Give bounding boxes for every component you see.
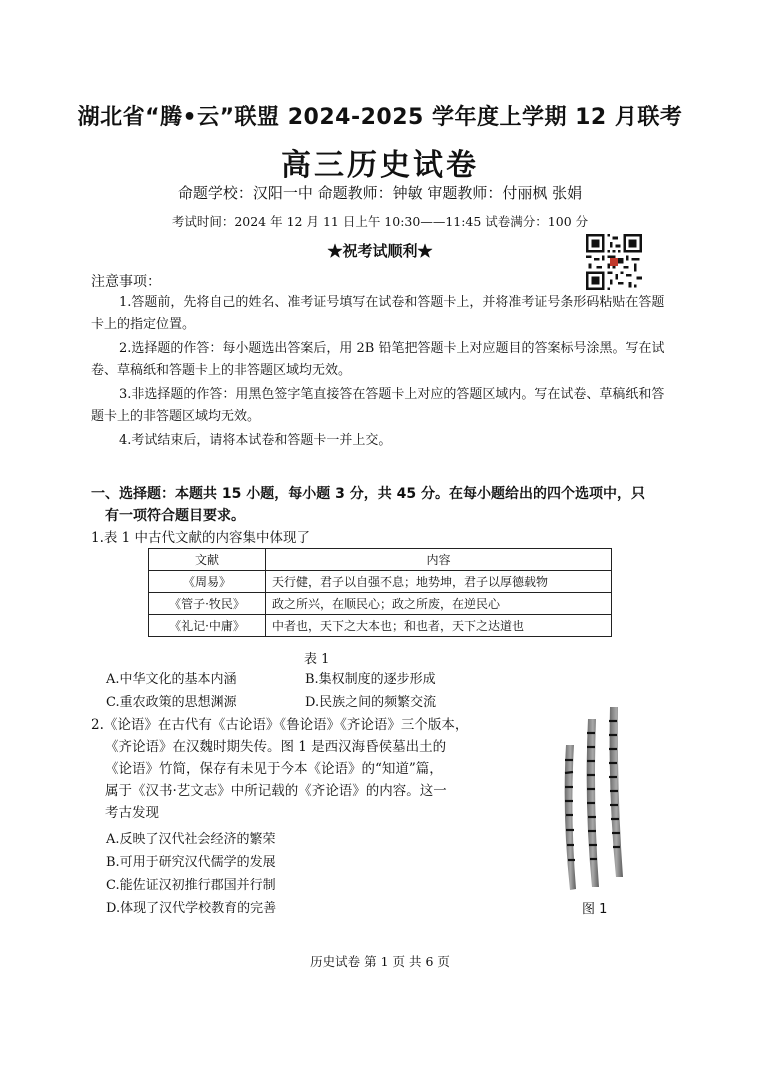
section-heading-line2: 有一项符合题目要求。 bbox=[105, 508, 245, 524]
q2-stem bbox=[91, 714, 531, 824]
q2-stem-line: 《齐论语》在汉魏时期失传。图 1 是西汉海昏侯墓出土的 bbox=[105, 739, 447, 755]
good-luck-line: ★祝考试顺利★ bbox=[327, 242, 433, 260]
notice-title: 注意事项： bbox=[91, 274, 161, 290]
notice-item: 3.非选择题的作答：用黑色签字笔直接答在答题卡上对应的答题区域内。写在试卷、草稿纸和答题卡上的非答题区域均无效。 bbox=[91, 387, 665, 424]
exam-title-subject: 高三历史试卷 bbox=[281, 148, 479, 183]
table-cell: 《管子·牧民》 bbox=[149, 593, 266, 615]
q2-option-b: B.可用于研究汉代儒学的发展 bbox=[106, 855, 276, 870]
table-header-cell: 内容 bbox=[266, 549, 612, 571]
q1-option-b: B.集权制度的逐步形成 bbox=[305, 672, 436, 687]
table-row bbox=[149, 593, 612, 615]
q2-option-d: D.体现了汉代学校教育的完善 bbox=[106, 901, 277, 916]
q2-stem-line: 2.《论语》在古代有《古论语》《鲁论语》《齐论语》三个版本， bbox=[91, 717, 469, 733]
table-header-cell: 文献 bbox=[149, 549, 266, 571]
q1-option-d: D.民族之间的频繁交流 bbox=[305, 695, 437, 710]
q2-stem-line: 属于《汉书·艺文志》中所记载的《齐论语》的内容。这一 bbox=[105, 783, 447, 799]
table-cell: 天行健，君子以自强不息；地势坤，君子以厚德载物 bbox=[266, 571, 612, 593]
q1-stem: 1.表 1 中古代文献的内容集中体现了 bbox=[91, 530, 311, 546]
notice-item: 1.答题前，先将自己的姓名、准考证号填写在试卷和答题卡上，并将准考证号条形码粘贴在答题卡上的指定位置。 bbox=[91, 295, 665, 332]
q1-option-a: A.中华文化的基本内涵 bbox=[106, 672, 237, 687]
table-cell: 《周易》 bbox=[149, 571, 266, 593]
table-row bbox=[149, 571, 612, 593]
q2-stem-line: 《论语》竹简，保存有未见于今本《论语》的“知道”篇， bbox=[105, 761, 443, 777]
table-row bbox=[149, 615, 612, 637]
table-cell: 中者也，天下之大本也；和也者，天下之达道也 bbox=[266, 615, 612, 637]
page-footer: 历史试卷 第 1 页 共 6 页 bbox=[310, 954, 450, 969]
q2-option-a: A.反映了汉代社会经济的繁荣 bbox=[106, 832, 276, 847]
notice-item: 4.考试结束后，请将本试卷和答题卡一并上交。 bbox=[119, 433, 392, 448]
section-heading bbox=[91, 483, 691, 527]
notice-item: 2.选择题的作答：每小题选出答案后，用 2B 铅笔把答题卡上对应题目的答案标号涂黑。写在试卷、草稿纸和答题卡上的非答题区域均无效。 bbox=[91, 341, 665, 378]
section-heading-line1: 一、选择题：本题共 15 小题，每小题 3 分，共 45 分。在每小题给出的四个选项中，只 bbox=[91, 486, 645, 502]
table-cell: 《礼记·中庸》 bbox=[149, 615, 266, 637]
table-header-row bbox=[149, 549, 612, 571]
figure-caption: 图 1 bbox=[582, 902, 608, 917]
bamboo-slips-figure bbox=[560, 705, 630, 895]
q1-option-c: C.重农政策的思想渊源 bbox=[106, 695, 237, 710]
q2-option-c: C.能佐证汉初推行郡国并行制 bbox=[106, 878, 276, 893]
qr-code-icon bbox=[586, 234, 642, 290]
exam-time-line: 考试时间：2024 年 12 月 11 日上午 10:30——11:45 试卷满分：100 分 bbox=[171, 214, 589, 229]
staff-line: 命题学校：汉阳一中 命题教师：钟敏 审题教师：付丽枫 张娟 bbox=[177, 184, 583, 202]
table-cell: 政之所兴，在顺民心；政之所废，在逆民心 bbox=[266, 593, 612, 615]
exam-title-line1: 湖北省“腾•云”联盟 2024-2025 学年度上学期 12 月联考 bbox=[77, 105, 683, 130]
table-caption: 表 1 bbox=[304, 652, 330, 667]
q2-stem-line: 考古发现 bbox=[105, 805, 159, 821]
q1-table bbox=[148, 548, 612, 637]
